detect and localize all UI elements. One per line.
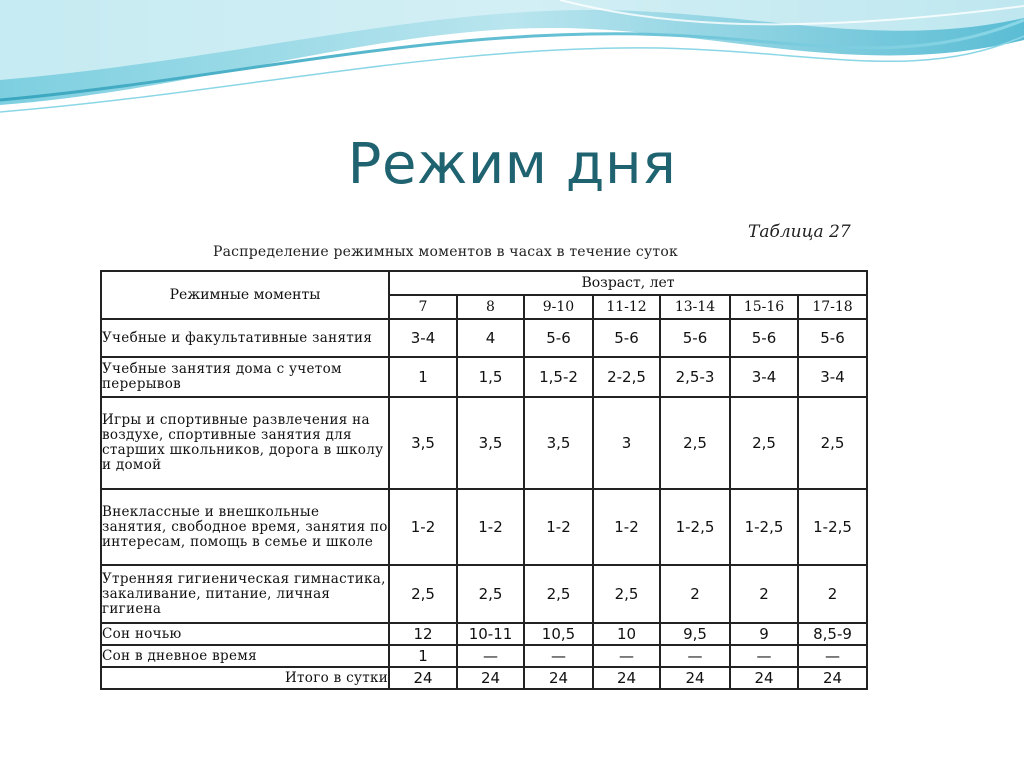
total-cell: 24 xyxy=(730,667,798,689)
total-cell: 24 xyxy=(798,667,867,689)
table-cell: 1-2 xyxy=(593,489,660,565)
table-cell: 1 xyxy=(389,645,457,667)
total-cell: 24 xyxy=(524,667,593,689)
table-cell: 1-2,5 xyxy=(730,489,798,565)
table-row xyxy=(101,357,867,397)
row-label: Сон в дневное время xyxy=(101,645,389,667)
row-label: Учебные занятия дома с учетом перерывов xyxy=(101,357,389,397)
row-label: Игры и спортивные развлечения на воздухе, спортивные занятия для старших школьников, дорога в школу и домой xyxy=(101,397,389,489)
row-label: Утренняя гигиеническая гимнастика, закаливание, питание, личная гигиена xyxy=(101,565,389,623)
header-row xyxy=(101,271,867,295)
table-cell: 1-2,5 xyxy=(798,489,867,565)
age-column-header: 13-14 xyxy=(660,295,730,319)
total-cell: 24 xyxy=(593,667,660,689)
table-cell: — xyxy=(798,645,867,667)
table-cell: 1-2 xyxy=(389,489,457,565)
table-cell: 1,5-2 xyxy=(524,357,593,397)
total-cell: 24 xyxy=(457,667,524,689)
table-cell: 2,5 xyxy=(457,565,524,623)
table-row xyxy=(101,645,867,667)
table-row xyxy=(101,319,867,357)
table-cell: 3-4 xyxy=(389,319,457,357)
table-cell: 3,5 xyxy=(389,397,457,489)
table-cell: 2,5 xyxy=(593,565,660,623)
table-cell: 5-6 xyxy=(730,319,798,357)
table-cell: — xyxy=(730,645,798,667)
table-cell: 3,5 xyxy=(457,397,524,489)
table-row xyxy=(101,489,867,565)
table-cell: 8,5-9 xyxy=(798,623,867,645)
table-cell: — xyxy=(660,645,730,667)
table-cell: 3-4 xyxy=(730,357,798,397)
table-cell: 2,5 xyxy=(389,565,457,623)
table-cell: 2 xyxy=(798,565,867,623)
corner-header: Режимные моменты xyxy=(101,271,389,319)
total-label: Итого в сутки xyxy=(101,667,389,689)
table-cell: 2-2,5 xyxy=(593,357,660,397)
table-cell: 1,5 xyxy=(457,357,524,397)
table-row xyxy=(101,397,867,489)
table-cell: 1-2 xyxy=(524,489,593,565)
table-cell: 5-6 xyxy=(798,319,867,357)
table-cell: 2 xyxy=(660,565,730,623)
table-cell: 2 xyxy=(730,565,798,623)
total-row xyxy=(101,667,867,689)
table-row xyxy=(101,623,867,645)
total-cell: 24 xyxy=(660,667,730,689)
table-cell: 12 xyxy=(389,623,457,645)
table-cell: 1-2 xyxy=(457,489,524,565)
table-cell: 5-6 xyxy=(524,319,593,357)
table-cell: 10 xyxy=(593,623,660,645)
table-number: Таблица 27 xyxy=(748,222,851,242)
table-cell: 3-4 xyxy=(798,357,867,397)
table-cell: 10,5 xyxy=(524,623,593,645)
table-cell: 10-11 xyxy=(457,623,524,645)
table-row xyxy=(101,565,867,623)
total-cell: 24 xyxy=(389,667,457,689)
table-cell: — xyxy=(593,645,660,667)
row-label: Сон ночью xyxy=(101,623,389,645)
table-cell: 2,5 xyxy=(524,565,593,623)
table-cell: 2,5 xyxy=(730,397,798,489)
row-label: Внеклассные и внешкольные занятия, свободное время, занятия по интересам, помощь в семье и школе xyxy=(101,489,389,565)
row-label: Учебные и факультативные занятия xyxy=(101,319,389,357)
table-cell: 3,5 xyxy=(524,397,593,489)
table-cell: 4 xyxy=(457,319,524,357)
regime-table xyxy=(100,270,868,690)
age-column-header: 17-18 xyxy=(798,295,867,319)
table-cell: 1-2,5 xyxy=(660,489,730,565)
table-cell: 5-6 xyxy=(660,319,730,357)
table-cell: 2,5 xyxy=(798,397,867,489)
table-cell: 9,5 xyxy=(660,623,730,645)
age-column-header: 15-16 xyxy=(730,295,798,319)
table-cell: — xyxy=(457,645,524,667)
table-cell: 5-6 xyxy=(593,319,660,357)
table-cell: — xyxy=(524,645,593,667)
table-cell: 2,5 xyxy=(660,397,730,489)
table-cell: 9 xyxy=(730,623,798,645)
age-column-header: 11-12 xyxy=(593,295,660,319)
table-cell: 3 xyxy=(593,397,660,489)
decorative-waves xyxy=(0,0,1024,130)
age-column-header: 7 xyxy=(389,295,457,319)
age-column-header: 9-10 xyxy=(524,295,593,319)
age-column-header: 8 xyxy=(457,295,524,319)
age-header: Возраст, лет xyxy=(389,271,867,295)
table-cell: 1 xyxy=(389,357,457,397)
slide-title: Режим дня xyxy=(347,132,677,197)
table-cell: 2,5-3 xyxy=(660,357,730,397)
table-caption: Распределение режимных моментов в часах в течение суток xyxy=(213,244,678,260)
